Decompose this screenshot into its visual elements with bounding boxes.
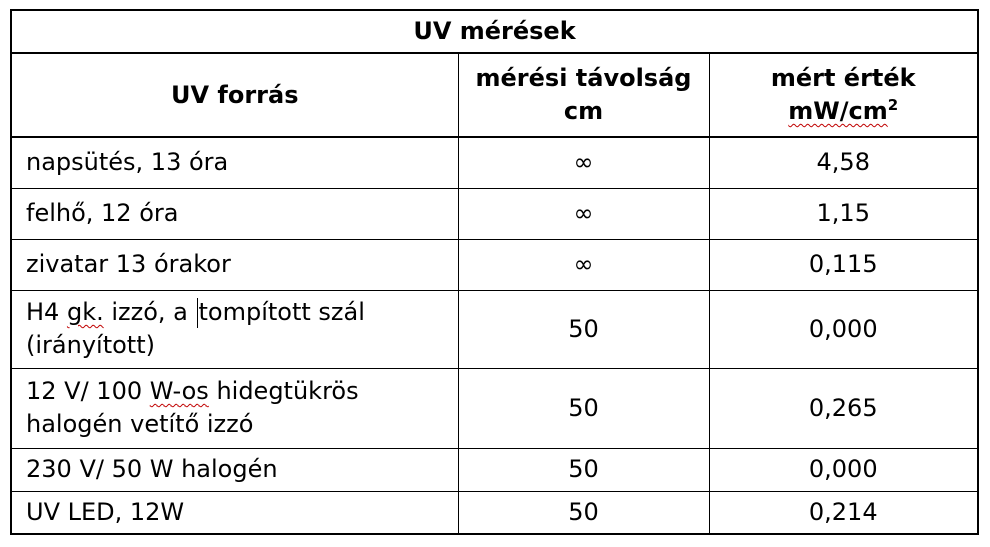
header-row: [11, 53, 978, 137]
table-row: [11, 239, 978, 290]
cell-source: UV LED, 12W: [11, 491, 458, 534]
cell-source: zivatar 13 órakor: [11, 239, 458, 290]
cell-value: 4,58: [709, 137, 978, 188]
cell-distance: 50: [458, 290, 709, 368]
source-text-line2: (irányított): [26, 331, 155, 359]
source-text: 12 V/ 100: [26, 377, 150, 405]
text-cursor: [197, 298, 198, 328]
table-row: [11, 188, 978, 239]
header-value: [709, 53, 978, 137]
cell-value: 0,265: [709, 368, 978, 448]
cell-value: 0,000: [709, 290, 978, 368]
table-row: [11, 368, 978, 448]
uv-measurements-table: [10, 9, 979, 535]
header-source: UV forrás: [11, 53, 458, 137]
cell-distance: ∞: [458, 137, 709, 188]
source-text-line2: halogén vetítő izzó: [26, 410, 254, 438]
cell-value: 0,214: [709, 491, 978, 534]
table-title-row: [11, 10, 978, 53]
table-row: [11, 137, 978, 188]
header-distance-line1: mérési távolság: [475, 64, 692, 92]
header-distance: [458, 53, 709, 137]
table-row: [11, 448, 978, 491]
cell-source: napsütés, 13 óra: [11, 137, 458, 188]
header-distance-line2: cm: [563, 97, 604, 125]
table-title: UV mérések: [11, 10, 978, 53]
source-text: hidegtükrös: [208, 377, 359, 405]
header-value-unit-sup: 2: [887, 96, 899, 114]
cell-distance: 50: [458, 491, 709, 534]
source-text: tompított szál: [198, 298, 365, 326]
source-text: izzó, a: [103, 298, 196, 326]
cell-distance: 50: [458, 448, 709, 491]
source-text-spellcheck: gk.: [66, 298, 104, 326]
cell-source: [11, 290, 458, 368]
cell-value: 0,115: [709, 239, 978, 290]
cell-value: 0,000: [709, 448, 978, 491]
table-row: [11, 290, 978, 368]
cell-source: 230 V/ 50 W halogén: [11, 448, 458, 491]
cell-value: 1,15: [709, 188, 978, 239]
header-value-line1: mért érték: [770, 64, 916, 92]
source-text-spellcheck: W-os: [149, 377, 209, 405]
header-value-unit: [788, 97, 898, 125]
source-text: H4: [26, 298, 67, 326]
cell-source: felhő, 12 óra: [11, 188, 458, 239]
cell-distance: ∞: [458, 239, 709, 290]
header-value-unit-text: mW/cm: [788, 97, 888, 125]
table-row: [11, 491, 978, 534]
cell-distance: ∞: [458, 188, 709, 239]
cell-source: [11, 368, 458, 448]
cell-distance: 50: [458, 368, 709, 448]
